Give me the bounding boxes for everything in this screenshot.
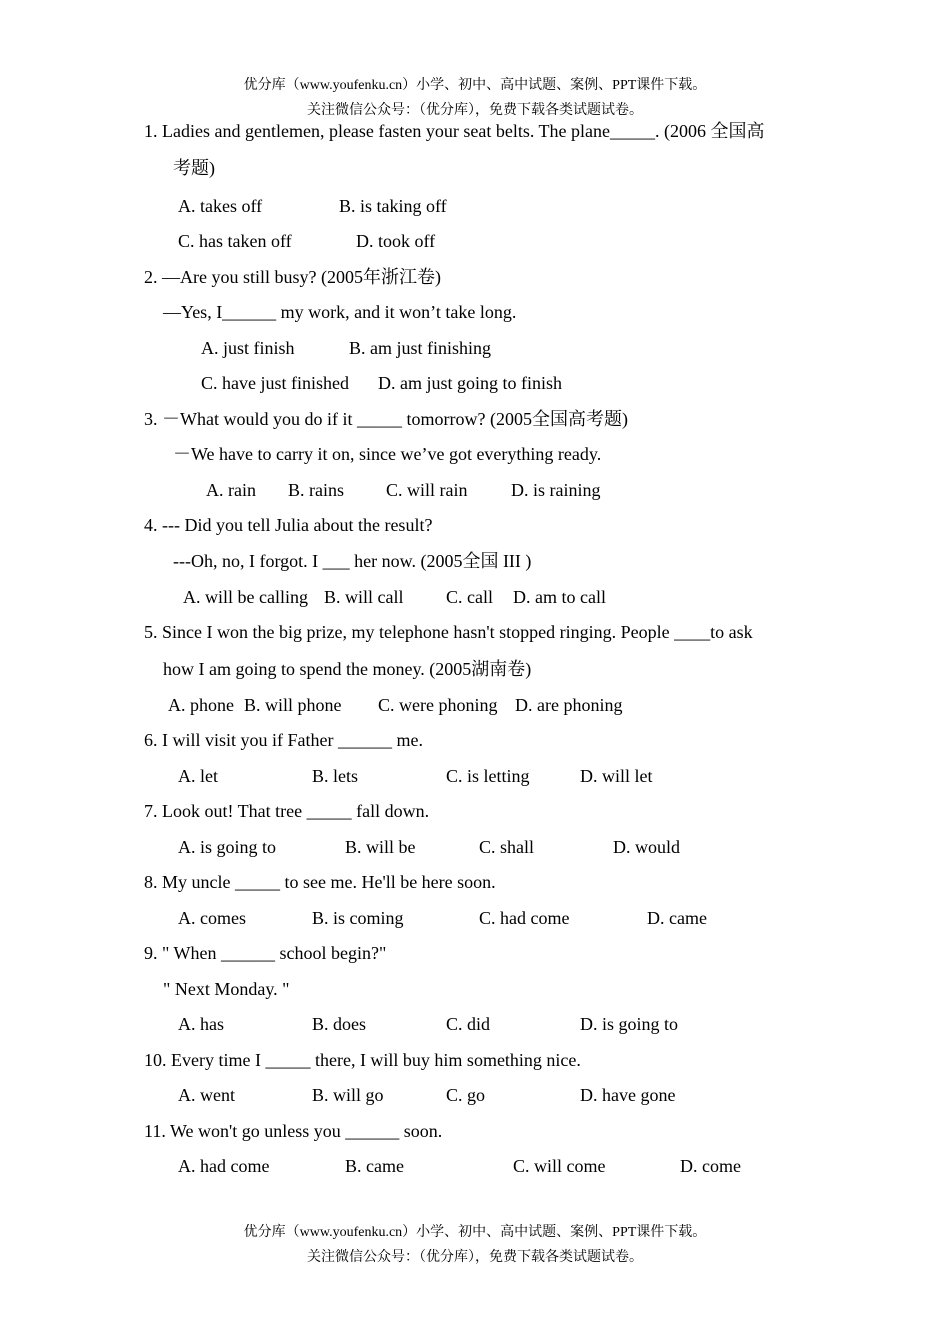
question-4-option-d: D. am to call: [513, 587, 606, 607]
question-3-option-a: A. rain: [206, 480, 256, 500]
question-3-option-c: C. will rain: [386, 480, 468, 500]
question-10-option-b: B. will go: [312, 1085, 384, 1105]
question-2-option-b: B. am just finishing: [349, 338, 492, 358]
question-11-option-c: C. will come: [513, 1156, 606, 1176]
question-3-stem: 3. －What would you do if it _____ tomorrow? (2005全国高考题): [144, 409, 628, 429]
question-9-option-d: D. is going to: [580, 1014, 679, 1034]
question-3-option-d: D. is raining: [511, 480, 601, 500]
question-11-option-b: B. came: [345, 1156, 404, 1176]
question-2-stem-cont: —Yes, I______ my work, and it won’t take long.: [163, 302, 517, 322]
question-4-option-b: B. will call: [324, 587, 404, 607]
question-7-stem: 7. Look out! That tree _____ fall down.: [144, 801, 430, 821]
question-6-option-a: A. let: [178, 766, 218, 786]
question-3-stem-cont: －We have to carry it on, since we’ve got everything ready.: [173, 444, 602, 464]
question-1-stem: 1. Ladies and gentlemen, please fasten your seat belts. The plane_____. (2006 全国高: [144, 121, 765, 141]
page-header-line-1: 优分库（www.youfenku.cn）小学、初中、高中试题、案例、PPT课件下载。: [243, 78, 707, 93]
question-5-option-b: B. will phone: [244, 695, 342, 715]
question-9-option-c: C. did: [446, 1014, 491, 1034]
question-1-option-b: B. is taking off: [339, 196, 447, 216]
question-10-option-a: A. went: [178, 1085, 235, 1105]
question-5-option-d: D. are phoning: [515, 695, 623, 715]
question-1-stem-cont: 考题): [173, 158, 215, 178]
question-11-option-a: A. had come: [178, 1156, 270, 1176]
question-9-stem-cont: " Next Monday. ": [163, 979, 290, 999]
question-5-stem: 5. Since I won the big prize, my telephone hasn't stopped ringing. People ____to ask: [144, 622, 753, 642]
question-10-option-d: D. have gone: [580, 1085, 676, 1105]
question-10-option-c: C. go: [446, 1085, 486, 1105]
question-4-option-c: C. call: [446, 587, 493, 607]
question-4-option-a: A. will be calling: [183, 587, 308, 607]
page-header-line-2: 关注微信公众号：（优分库），免费下载各类试题试卷。: [307, 103, 643, 118]
question-10-stem: 10. Every time I _____ there, I will buy him something nice.: [144, 1050, 581, 1070]
question-6-option-d: D. will let: [580, 766, 653, 786]
question-2-option-c: C. have just finished: [201, 373, 349, 393]
question-8-stem: 8. My uncle _____ to see me. He'll be here soon.: [144, 872, 496, 892]
question-7-option-d: D. would: [613, 837, 680, 857]
question-9-stem: 9. " When ______ school begin?": [144, 943, 387, 963]
question-2-option-a: A. just finish: [201, 338, 295, 358]
question-9-option-b: B. does: [312, 1014, 366, 1034]
question-8-option-b: B. is coming: [312, 908, 404, 928]
question-3-option-b: B. rains: [288, 480, 344, 500]
question-1-option-c: C. has taken off: [178, 231, 292, 251]
question-6-option-b: B. lets: [312, 766, 359, 786]
question-7-option-c: C. shall: [479, 837, 535, 857]
page-footer-line-1: 优分库（www.youfenku.cn）小学、初中、高中试题、案例、PPT课件下载。: [243, 1225, 707, 1240]
question-6-stem: 6. I will visit you if Father ______ me.: [144, 730, 423, 750]
question-2-option-d: D. am just going to finish: [378, 373, 562, 393]
question-7-option-a: A. is going to: [178, 837, 277, 857]
question-2-stem: 2. —Are you still busy? (2005年浙江卷): [144, 267, 441, 287]
question-4-stem-cont: ---Oh, no, I forgot. I ___ her now. (2005全国 III ): [173, 551, 532, 571]
question-5-stem-cont: how I am going to spend the money. (2005湖南卷): [163, 659, 532, 679]
page-footer-line-2: 关注微信公众号：（优分库），免费下载各类试题试卷。: [307, 1250, 643, 1265]
question-1-option-d: D. took off: [356, 231, 436, 251]
question-11-option-d: D. come: [680, 1156, 741, 1176]
question-7-option-b: B. will be: [345, 837, 416, 857]
question-11-stem: 11. We won't go unless you ______ soon.: [144, 1121, 443, 1141]
question-5-option-c: C. were phoning: [378, 695, 498, 715]
question-1-option-a: A. takes off: [178, 196, 263, 216]
question-9-option-a: A. has: [178, 1014, 224, 1034]
question-5-option-a: A. phone: [168, 695, 234, 715]
question-6-option-c: C. is letting: [446, 766, 530, 786]
question-8-option-a: A. comes: [178, 908, 246, 928]
question-8-option-d: D. came: [647, 908, 707, 928]
question-8-option-c: C. had come: [479, 908, 570, 928]
question-4-stem: 4. --- Did you tell Julia about the result?: [144, 515, 433, 535]
